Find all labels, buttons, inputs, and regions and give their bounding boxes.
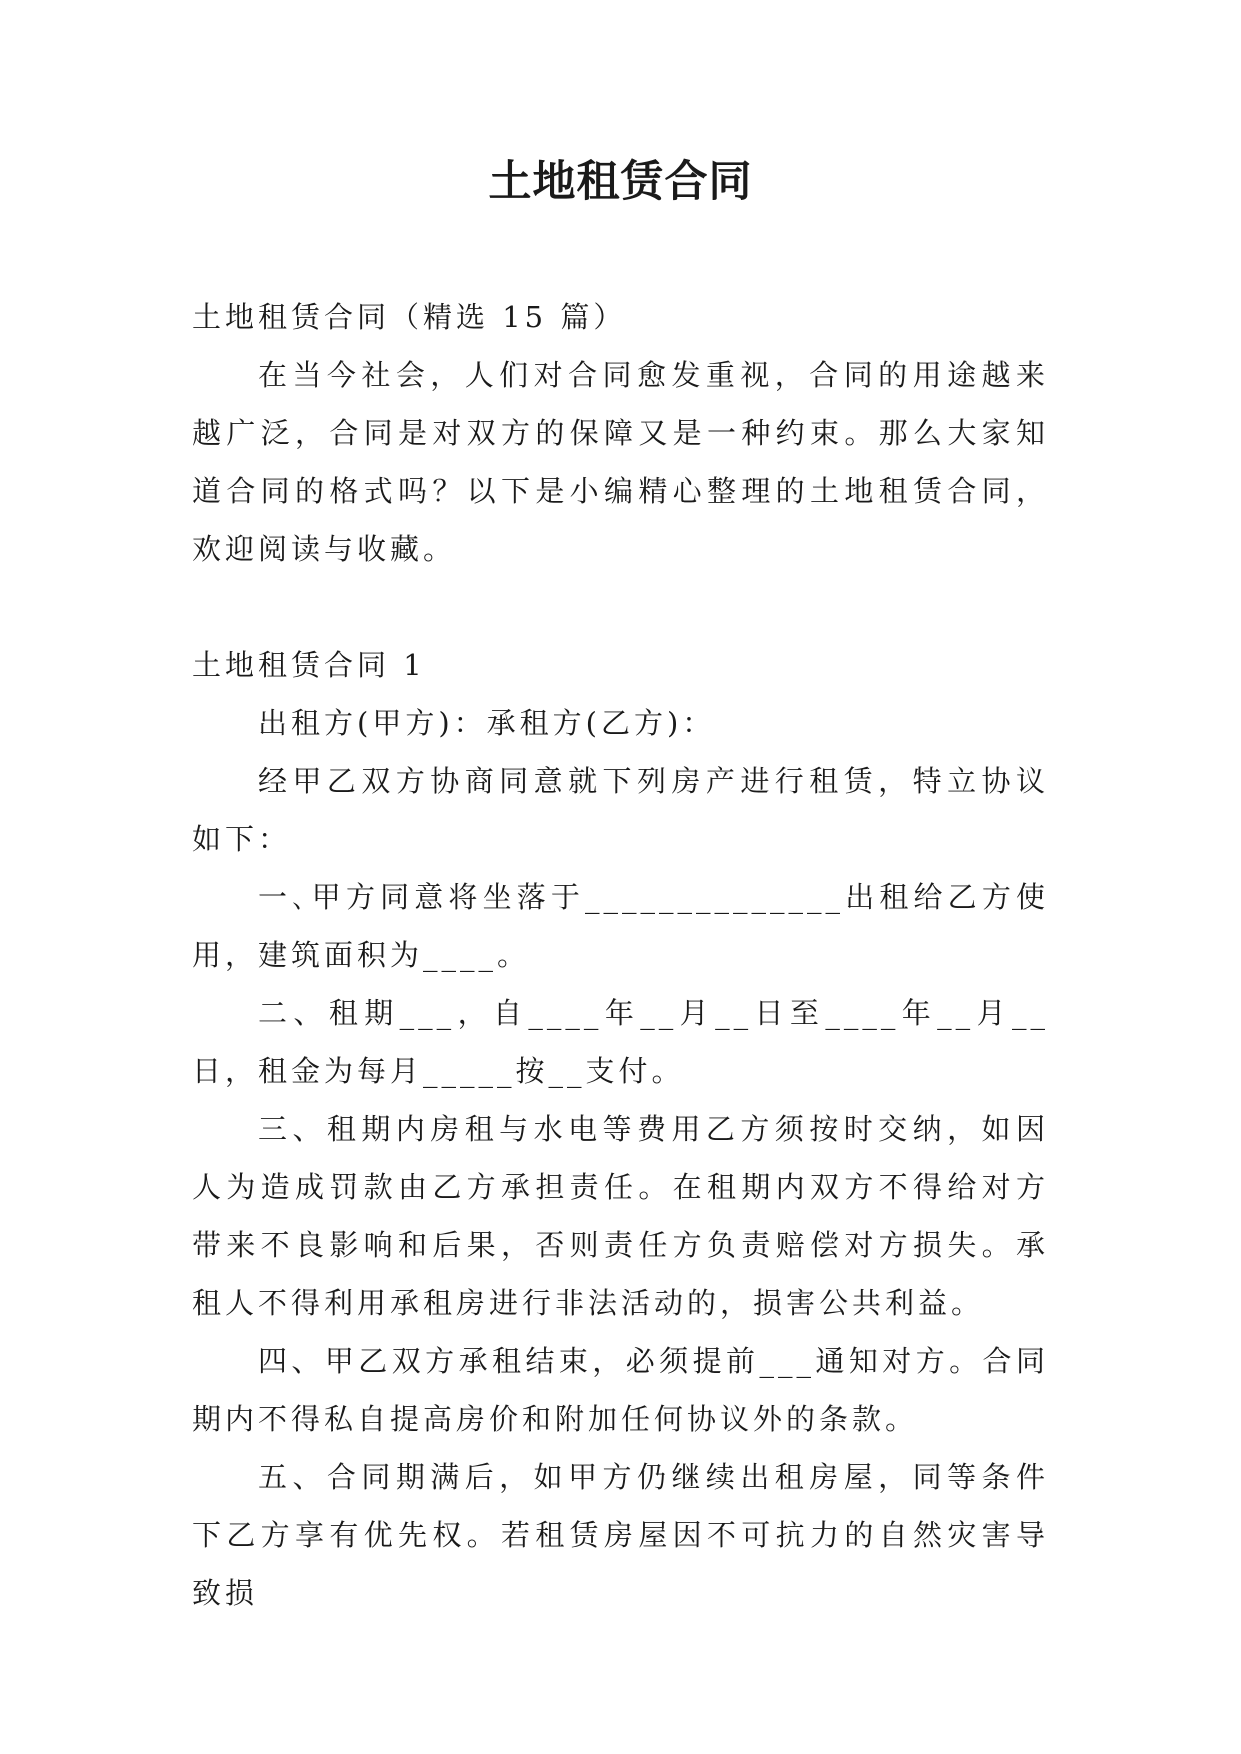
- parties-line: 出租方(甲方)：承租方(乙方)：: [258, 706, 716, 740]
- clause-1: 一､甲方同意将坐落于______________出租给乙方使用，建筑面积为____。: [192, 880, 1049, 972]
- clause-5: 五、合同期满后，如甲方仍继续出租房屋，同等条件下乙方享有优先权。若租赁房屋因不可抗力的自然灾害导致损: [192, 1460, 1049, 1610]
- clause-3: 三、租期内房租与水电等费用乙方须按时交纳，如因人为造成罚款由乙方承担责任。在租期内双方不得给对方带来不良影响和后果，否则责任方负责赔偿对方损失。承租人不得利用承租房进行非法活动的，损害公共利益。: [192, 1112, 1049, 1320]
- intro-paragraph: 在当今社会，人们对合同愈发重视，合同的用途越来越广泛，合同是对双方的保障又是一种约束。那么大家知道合同的格式吗？以下是小编精心整理的土地租赁合同，欢迎阅读与收藏。: [192, 358, 1049, 566]
- clause-4: 四、甲乙双方承租结束，必须提前___通知对方。合同期内不得私自提高房价和附加任何协议外的条款。: [192, 1344, 1049, 1436]
- document-subtitle: 土地租赁合同（精选 15 篇）: [192, 300, 627, 334]
- clause-2: 二、租期___，自____年__月__日至____年__月__日，租金为每月_____按__支付。: [192, 996, 1049, 1088]
- section-heading: 土地租赁合同 1: [192, 648, 426, 682]
- document-body: [192, 288, 1049, 1622]
- paragraph-gap: [192, 578, 1049, 636]
- preamble-paragraph: 经甲乙双方协商同意就下列房产进行租赁，特立协议如下：: [192, 764, 1049, 856]
- document-title: 土地租赁合同: [488, 157, 753, 207]
